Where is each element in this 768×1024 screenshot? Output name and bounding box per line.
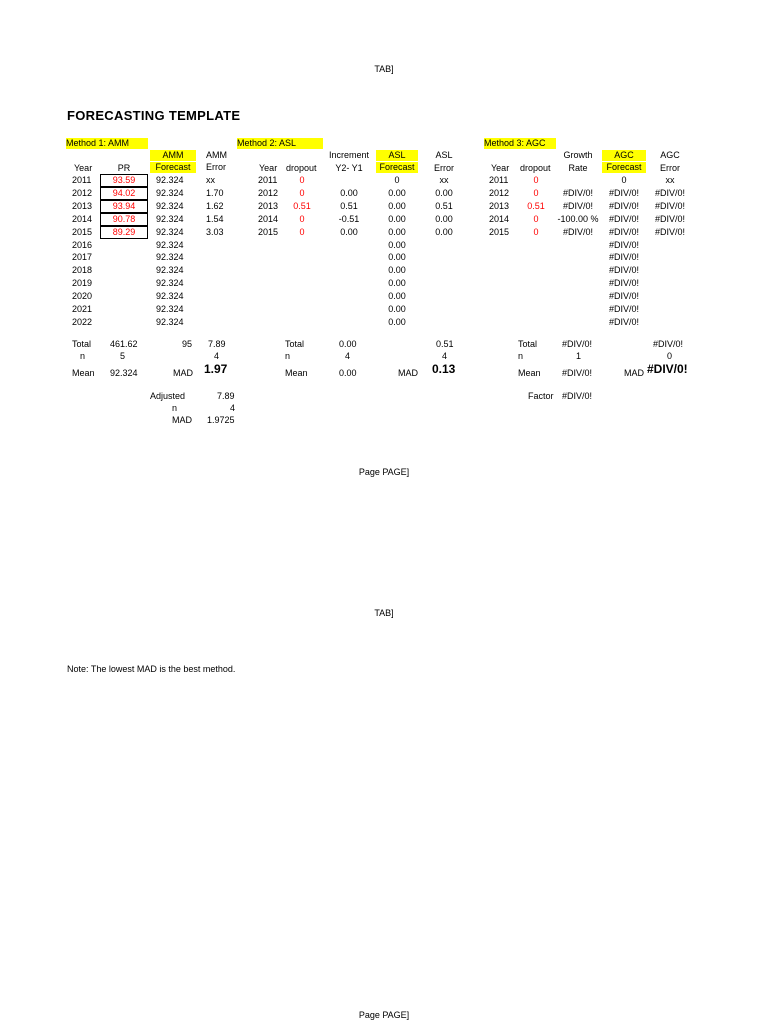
agc-forecast-cell: #DIV/0! (608, 291, 639, 302)
asl-increment-cell: -0.51 (338, 213, 360, 224)
amm-year-cell: 2021 (72, 304, 93, 314)
agc-forecast-cell: #DIV/0! (608, 239, 639, 250)
asl-n-label: n (285, 351, 291, 361)
asl-forecast-header-1: ASL (376, 150, 418, 161)
amm-pr-cell: 90.78 (100, 213, 148, 226)
amm-pr-header: PR (117, 163, 131, 173)
asl-forecast-cell: 0.00 (388, 252, 406, 263)
amm-forecast-cell: 92.324 (156, 239, 184, 250)
amm-error-cell: 3.03 (206, 226, 224, 237)
agc-n-growth: 1 (576, 351, 582, 361)
agc-error-cell: xx (665, 175, 675, 185)
asl-total-increment: 0.00 (339, 339, 357, 349)
agc-dropout-header: dropout (520, 163, 551, 173)
amm-adjusted-mad-value: 1.9725 (207, 415, 235, 425)
amm-year-cell: 2011 (72, 175, 92, 185)
asl-n-increment: 4 (345, 351, 351, 361)
amm-forecast-cell: 92.324 (156, 304, 184, 314)
agc-error-header-2: Error (660, 163, 680, 173)
amm-error-header-1: AMM (206, 150, 227, 160)
asl-increment-header-2: Y2- Y1 (335, 163, 363, 173)
agc-error-header-1: AGC (660, 150, 680, 160)
agc-error-cell: #DIV/0! (654, 213, 685, 224)
page-header-2: TAB] (374, 608, 394, 618)
agc-year-cell: 2015 (489, 226, 510, 237)
agc-error-cell: #DIV/0! (654, 200, 685, 211)
amm-adjusted-label: Adjusted (150, 391, 186, 401)
agc-growth-header-2: Rate (568, 163, 588, 173)
method2-label: Method 2: ASL (237, 138, 323, 149)
agc-mean-label: Mean (518, 368, 541, 378)
page-footer-2: Page PAGE] (358, 1010, 410, 1020)
amm-pr-cell: 89.29 (100, 226, 148, 239)
amm-pr-cell: 93.94 (100, 200, 148, 213)
agc-growth-header-1: Growth (563, 150, 593, 160)
agc-forecast-cell: #DIV/0! (608, 200, 639, 211)
asl-forecast-cell: 0.00 (388, 187, 406, 198)
page-header: TAB] (374, 64, 394, 74)
agc-total-growth: #DIV/0! (562, 339, 593, 349)
agc-forecast-header-2: Forecast (602, 162, 646, 173)
asl-dropout-cell: 0.51 (293, 200, 311, 211)
asl-dropout-header: dropout (286, 163, 317, 173)
asl-year-cell: 2011 (258, 175, 278, 185)
amm-error-cell: 1.70 (206, 187, 224, 198)
amm-forecast-header-2: Forecast (150, 162, 196, 173)
amm-total-label: Total (72, 339, 92, 349)
agc-year-cell: 2014 (489, 213, 510, 224)
amm-total-error: 7.89 (208, 339, 226, 349)
amm-n-error: 4 (214, 351, 220, 361)
amm-mean-pr: 92.324 (110, 368, 138, 378)
agc-year-header: Year (491, 163, 510, 173)
amm-year-cell: 2018 (72, 265, 93, 276)
asl-mad-label: MAD (398, 368, 418, 378)
amm-forecast-cell: 92.324 (156, 316, 184, 327)
amm-error-header-2: Error (206, 162, 226, 172)
amm-error-cell: 1.62 (206, 200, 224, 211)
asl-forecast-cell: 0.00 (388, 291, 406, 302)
note-text: Note: The lowest MAD is the best method. (67, 664, 236, 674)
agc-forecast-cell: #DIV/0! (608, 226, 639, 237)
amm-error-cell: xx (206, 175, 215, 185)
amm-forecast-cell: 92.324 (156, 200, 184, 211)
amm-forecast-cell: 92.324 (156, 278, 184, 289)
amm-adjusted-mad-label: MAD (172, 415, 192, 425)
amm-forecast-cell: 92.324 (156, 213, 184, 224)
agc-error-cell: #DIV/0! (654, 187, 685, 198)
asl-error-header-2: Error (434, 163, 454, 173)
asl-year-cell: 2014 (258, 213, 279, 224)
asl-forecast-cell: 0.00 (388, 278, 406, 289)
asl-dropout-cell: 0 (299, 226, 305, 237)
asl-year-cell: 2013 (258, 200, 279, 211)
amm-year-cell: 2019 (72, 278, 93, 289)
agc-year-cell: 2012 (489, 187, 510, 198)
agc-dropout-cell: 0 (533, 213, 539, 224)
amm-error-cell: 1.54 (206, 213, 224, 224)
amm-adjusted-n-label: n (172, 403, 178, 413)
amm-forecast-cell: 92.324 (156, 291, 184, 302)
amm-adjusted-value: 7.89 (217, 391, 235, 401)
amm-n-pr: 5 (120, 351, 126, 361)
agc-error-cell: #DIV/0! (654, 226, 685, 237)
amm-forecast-header-1: AMM (150, 150, 196, 161)
asl-error-header-1: ASL (435, 150, 453, 160)
agc-n-label: n (518, 351, 524, 361)
asl-error-cell: 0.51 (435, 200, 453, 211)
asl-n-error: 4 (442, 351, 448, 361)
agc-growth-cell: #DIV/0! (562, 200, 593, 211)
amm-year-header: Year (74, 163, 93, 173)
asl-increment-header-1: Increment (328, 150, 370, 160)
amm-year-cell: 2015 (72, 226, 93, 237)
asl-total-error: 0.51 (436, 339, 454, 349)
agc-dropout-cell: 0 (533, 226, 539, 237)
asl-error-cell: 0.00 (435, 226, 453, 237)
agc-factor-label: Factor (528, 391, 554, 401)
agc-factor-value: #DIV/0! (562, 391, 593, 401)
method1-label: Method 1: AMM (66, 138, 148, 149)
agc-year-cell: 2011 (489, 175, 509, 185)
asl-forecast-header-2: Forecast (376, 162, 418, 173)
amm-n-label: n (80, 351, 86, 361)
asl-forecast-cell: 0.00 (388, 239, 406, 250)
asl-dropout-cell: 0 (299, 187, 305, 198)
amm-year-cell: 2013 (72, 200, 93, 211)
asl-forecast-cell: 0.00 (388, 213, 406, 224)
amm-forecast-cell: 92.324 (156, 252, 184, 263)
amm-total-forecast: 95 (181, 339, 192, 349)
agc-mean-growth: #DIV/0! (562, 368, 593, 378)
agc-forecast-cell: #DIV/0! (608, 252, 639, 263)
asl-total-label: Total (285, 339, 305, 349)
agc-n-error: 0 (667, 351, 673, 361)
asl-error-cell: 0.00 (435, 187, 453, 198)
asl-forecast-cell: 0 (394, 175, 400, 185)
amm-year-cell: 2020 (72, 291, 93, 302)
amm-mad-value: 1.97 (204, 362, 228, 376)
method3-label: Method 3: AGC (484, 138, 556, 149)
asl-increment-cell: 0.00 (340, 226, 358, 237)
page-footer-1: Page PAGE] (358, 467, 410, 477)
agc-forecast-cell: #DIV/0! (608, 265, 639, 276)
amm-year-cell: 2014 (72, 213, 93, 224)
amm-forecast-cell: 92.324 (156, 187, 184, 198)
agc-growth-cell: #DIV/0! (562, 226, 593, 237)
agc-year-cell: 2013 (489, 200, 510, 211)
asl-year-header: Year (259, 163, 278, 173)
asl-year-cell: 2012 (258, 187, 279, 198)
amm-forecast-cell: 92.324 (156, 175, 184, 185)
amm-forecast-cell: 92.324 (156, 226, 184, 237)
asl-forecast-cell: 0.00 (388, 200, 406, 211)
amm-mad-label: MAD (173, 368, 193, 378)
agc-dropout-cell: 0 (533, 187, 539, 198)
asl-year-cell: 2015 (258, 226, 279, 237)
amm-pr-cell: 93.59 (100, 174, 148, 187)
amm-total-pr: 461.62 (110, 339, 138, 349)
asl-dropout-cell: 0 (299, 175, 305, 185)
agc-growth-cell: -100.00 % (557, 213, 599, 224)
agc-forecast-cell: #DIV/0! (608, 278, 639, 289)
agc-forecast-cell: #DIV/0! (608, 304, 639, 314)
asl-forecast-cell: 0.00 (388, 316, 406, 327)
agc-dropout-cell: 0.51 (527, 200, 545, 211)
asl-forecast-cell: 0.00 (388, 304, 406, 314)
agc-forecast-cell: 0 (621, 175, 627, 185)
asl-mean-increment: 0.00 (339, 368, 357, 378)
agc-total-label: Total (518, 339, 538, 349)
agc-dropout-cell: 0 (533, 175, 539, 185)
amm-year-cell: 2016 (72, 239, 93, 250)
amm-pr-cell: 94.02 (100, 187, 148, 200)
asl-forecast-cell: 0.00 (388, 226, 406, 237)
agc-mad-value: #DIV/0! (647, 362, 688, 376)
agc-forecast-cell: #DIV/0! (608, 316, 639, 327)
amm-forecast-cell: 92.324 (156, 265, 184, 276)
asl-mean-label: Mean (285, 368, 308, 378)
agc-forecast-header-1: AGC (602, 150, 646, 161)
amm-year-cell: 2017 (72, 252, 93, 263)
agc-total-error: #DIV/0! (653, 339, 684, 349)
agc-growth-cell: #DIV/0! (562, 187, 593, 198)
asl-error-cell: 0.00 (435, 213, 453, 224)
agc-forecast-cell: #DIV/0! (608, 187, 639, 198)
asl-increment-cell: 0.00 (340, 187, 358, 198)
asl-dropout-cell: 0 (299, 213, 305, 224)
asl-error-cell: xx (439, 175, 449, 185)
asl-increment-cell: 0.51 (340, 200, 358, 211)
page-title: FORECASTING TEMPLATE (67, 108, 241, 123)
agc-mad-label: MAD (624, 368, 644, 378)
asl-mad-value: 0.13 (432, 362, 456, 376)
amm-adjusted-n-value: 4 (230, 403, 236, 413)
amm-mean-label: Mean (72, 368, 95, 378)
agc-forecast-cell: #DIV/0! (608, 213, 639, 224)
asl-forecast-cell: 0.00 (388, 265, 406, 276)
amm-year-cell: 2022 (72, 316, 93, 327)
amm-year-cell: 2012 (72, 187, 93, 198)
